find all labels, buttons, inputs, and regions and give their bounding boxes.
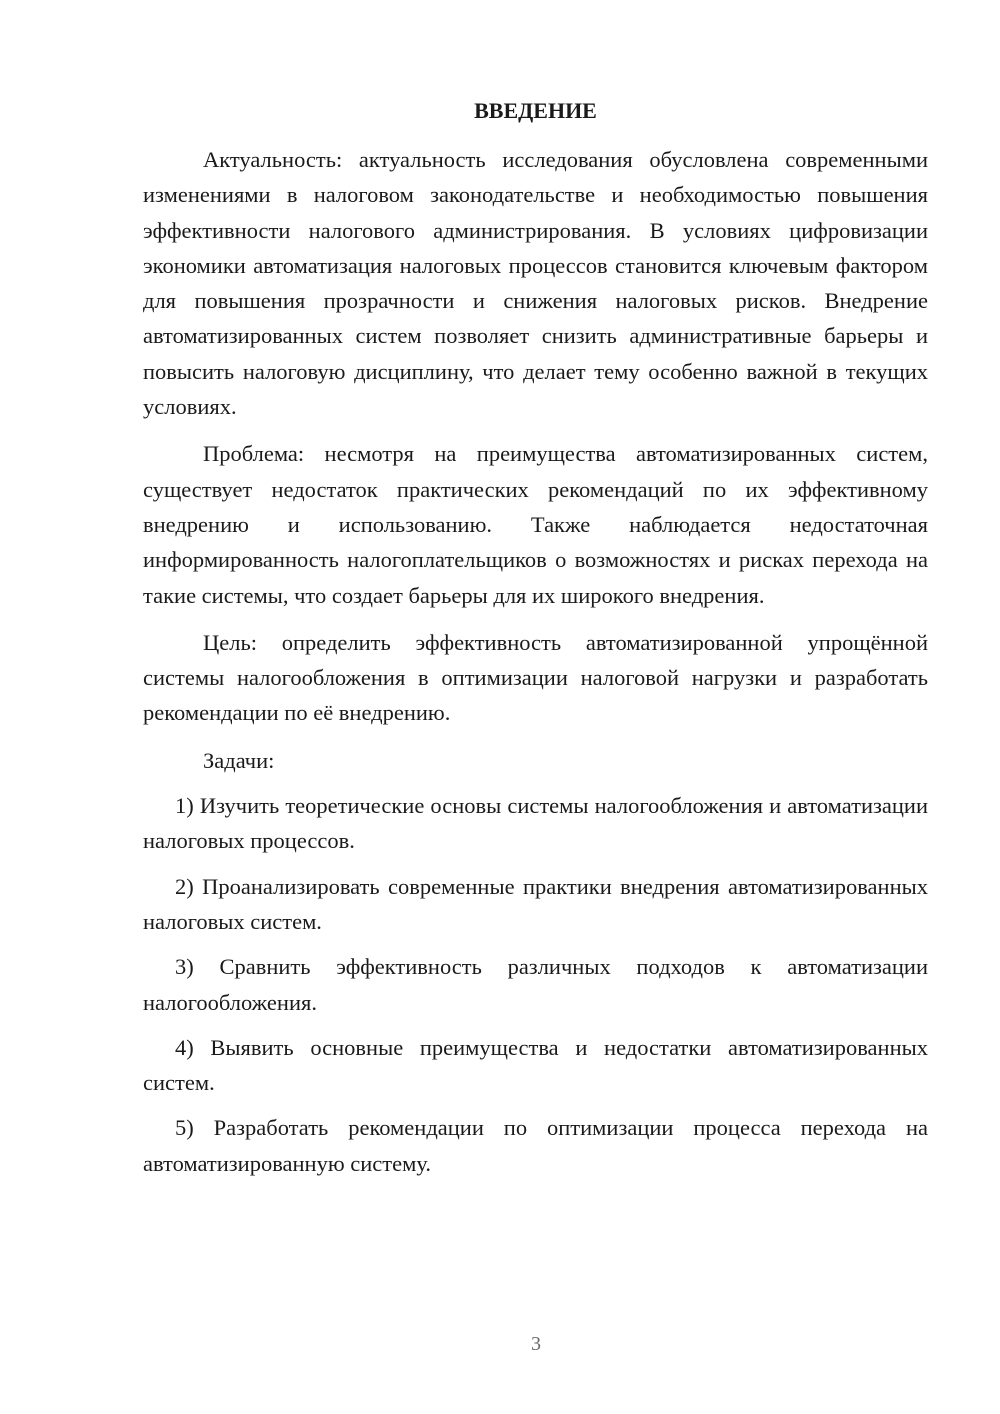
task-item-2: 2) Проанализировать современные практики внедрения автоматизированных налоговых систем. [143,873,928,934]
paragraph-relevance: Актуальность: актуальность исследования обусловлена современными изменениями в налоговом законодательстве и необходимостью повышения эффективности налогового администрирования. В условиях цифровизации экономики автоматизация налоговых процессов становится ключевым фактором для повышения прозрачности и снижения налоговых рисков. Внедрение автоматизированных систем позволяет снизить административные барьеры и повысить налоговую дисциплину, что делает тему особенно важной в текущих условиях. [143,147,928,420]
paragraph-goal: Цель: определить эффективность автоматизированной упрощённой системы налогообложения в оптимизации налоговой нагрузки и разработать рекомендации по её внедрению. [143,629,928,726]
page-title: ВВЕДЕНИЕ [474,98,597,123]
paragraph-problem: Проблема: несмотря на преимущества автоматизированных систем, существует недостаток практических рекомендаций по их эффективному внедрению и использованию. Также наблюдается недостаточная информированность налогоплательщиков о возможностях и рисках перехода на такие системы, что создает барьеры для их широкого внедрения. [143,441,928,608]
task-item-5: 5) Разработать рекомендации по оптимизации процесса перехода на автоматизированную систему. [143,1115,928,1176]
task-item-1: 1) Изучить теоретические основы системы налогообложения и автоматизации налоговых процессов. [143,793,928,854]
task-item-3: 3) Сравнить эффективность различных подходов к автоматизации налогообложения. [143,954,928,1015]
tasks-label: Задачи: [203,747,275,773]
page-number: 3 [531,1333,541,1355]
page-content [143,93,928,1181]
task-item-4: 4) Выявить основные преимущества и недостатки автоматизированных систем. [143,1034,928,1096]
